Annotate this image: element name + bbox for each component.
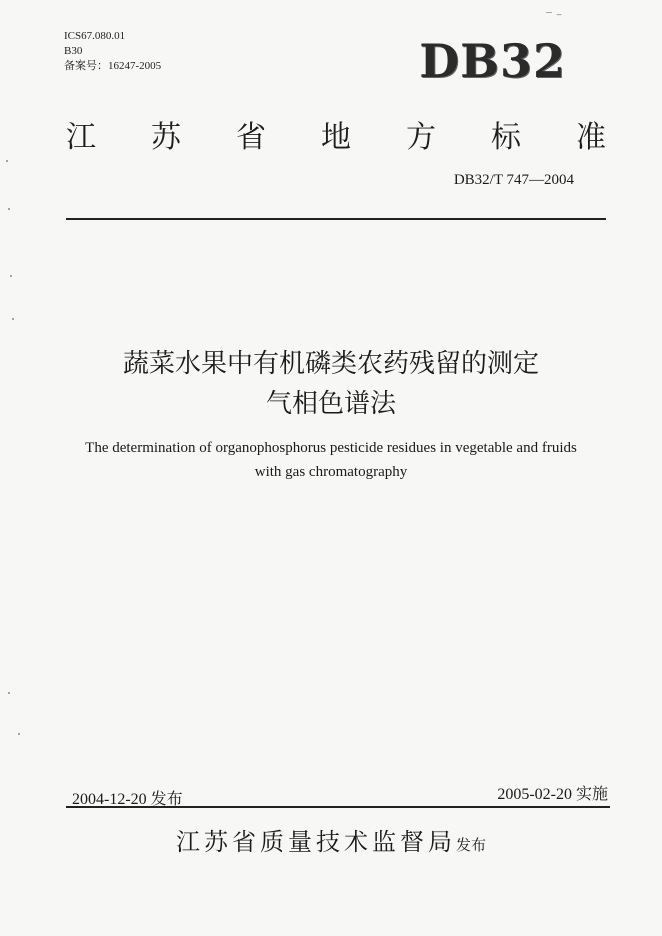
ics-code: ICS67.080.01 — [64, 30, 126, 42]
header-char: 方 — [406, 120, 436, 155]
scan-speck — [18, 733, 20, 735]
header-char: 地 — [321, 120, 351, 155]
standard-number: DB32/T 747—2004 — [453, 172, 574, 188]
scan-speck — [6, 160, 8, 162]
chinese-title-line-1: 蔬菜水果中有机磷类农药残留的测定 — [122, 349, 539, 379]
chinese-title-line-2: 气相色谱法 — [265, 389, 396, 419]
header-char: 省 — [236, 120, 266, 155]
top-divider — [66, 218, 606, 220]
header-char: 江 — [66, 120, 96, 155]
publisher-suffix: 发布 — [455, 836, 486, 854]
issue-date: 2004-12-20 发布 — [72, 791, 183, 808]
scan-speck — [8, 692, 10, 694]
header-char: 标 — [491, 120, 521, 155]
header-char: 准 — [576, 120, 606, 155]
publisher-name: 江苏省质量技术监督局 — [175, 828, 456, 856]
db32-logo: DB32 — [419, 34, 566, 88]
bottom-divider — [66, 806, 610, 808]
pen-mark: ‾ ⁻ — [546, 10, 563, 24]
english-title-line-2: with gas chromatography — [254, 464, 408, 480]
english-title-line-1: The determination of organophosphorus pesticide residues in vegetable and fruids — [85, 440, 577, 456]
issuer-header — [66, 112, 606, 156]
scan-speck — [10, 275, 12, 277]
category-code: B30 — [64, 45, 83, 57]
scan-speck — [8, 208, 10, 210]
record-number: 备案号：16247-2005 — [64, 60, 162, 72]
publisher — [0, 822, 662, 857]
implementation-date: 2005-02-20 实施 — [497, 786, 608, 803]
scan-speck — [12, 318, 14, 320]
header-char: 苏 — [151, 120, 181, 155]
